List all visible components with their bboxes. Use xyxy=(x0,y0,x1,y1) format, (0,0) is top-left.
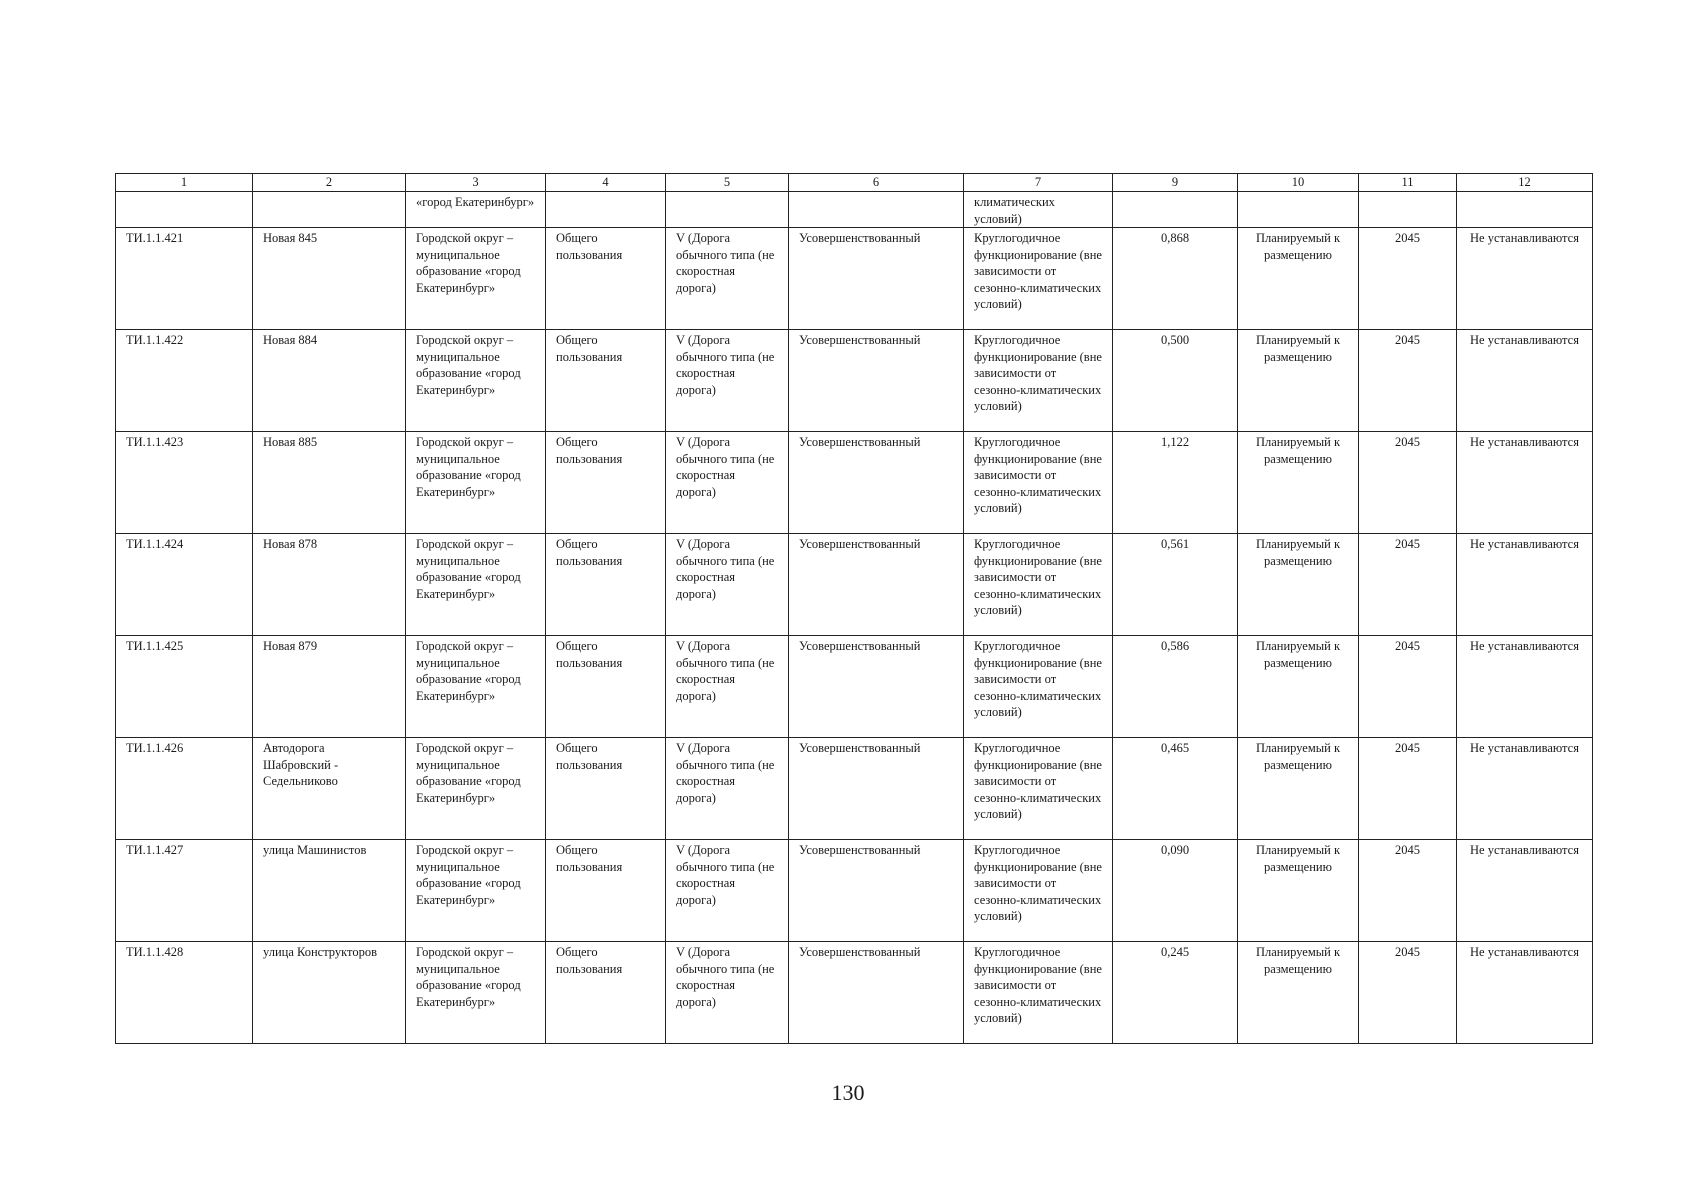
year-cell: 2045 xyxy=(1359,432,1457,534)
length-cell: 0,586 xyxy=(1113,636,1238,738)
object-id-cell: ТИ.1.1.428 xyxy=(116,942,253,1044)
object-name-cell: Новая 845 xyxy=(253,228,406,330)
length-cell: 0,500 xyxy=(1113,330,1238,432)
status-cell: Планируемый к размещению xyxy=(1238,228,1359,330)
year-cell: 2045 xyxy=(1359,330,1457,432)
length-cell: 0,868 xyxy=(1113,228,1238,330)
length-cell: 1,122 xyxy=(1113,432,1238,534)
operation-mode-cell: Круглогодичное функционирование (вне зависимости от сезонно-климатических условий) xyxy=(964,738,1113,840)
continuation-row xyxy=(116,192,1593,228)
object-name-cell: Новая 884 xyxy=(253,330,406,432)
municipality-cell: Городской округ – муниципальное образование «город Екатеринбург» xyxy=(406,330,546,432)
table-cell: «город Екатеринбург» xyxy=(406,192,546,228)
surface-type-cell: Усовершенствованный xyxy=(789,636,964,738)
surface-type-cell: Усовершенствованный xyxy=(789,942,964,1044)
length-cell: 0,561 xyxy=(1113,534,1238,636)
municipality-cell: Городской округ – муниципальное образование «город Екатеринбург» xyxy=(406,636,546,738)
status-cell: Планируемый к размещению xyxy=(1238,738,1359,840)
object-name-cell: улица Машинистов xyxy=(253,840,406,942)
purpose-cell: Общего пользования xyxy=(546,534,666,636)
purpose-cell: Общего пользования xyxy=(546,330,666,432)
object-name-cell: Новая 879 xyxy=(253,636,406,738)
municipality-cell: Городской округ – муниципальное образование «город Екатеринбург» xyxy=(406,942,546,1044)
table-row xyxy=(116,534,1593,636)
operation-mode-cell: Круглогодичное функционирование (вне зависимости от сезонно-климатических условий) xyxy=(964,228,1113,330)
status-cell: Планируемый к размещению xyxy=(1238,942,1359,1044)
column-number: 12 xyxy=(1457,174,1593,192)
year-cell: 2045 xyxy=(1359,636,1457,738)
table-row xyxy=(116,840,1593,942)
purpose-cell: Общего пользования xyxy=(546,228,666,330)
object-name-cell: Новая 878 xyxy=(253,534,406,636)
surface-type-cell: Усовершенствованный xyxy=(789,330,964,432)
surface-type-cell: Усовершенствованный xyxy=(789,840,964,942)
table-row xyxy=(116,942,1593,1044)
municipality-cell: Городской округ – муниципальное образование «город Екатеринбург» xyxy=(406,432,546,534)
page-number: 130 xyxy=(831,1080,865,1105)
object-name-cell: Автодорога Шабровский - Седельниково xyxy=(253,738,406,840)
municipality-cell: Городской округ – муниципальное образование «город Екатеринбург» xyxy=(406,228,546,330)
municipality-cell: Городской округ – муниципальное образование «город Екатеринбург» xyxy=(406,534,546,636)
surface-type-cell: Усовершенствованный xyxy=(789,228,964,330)
surface-type-cell: Усовершенствованный xyxy=(789,534,964,636)
operation-mode-cell: Круглогодичное функционирование (вне зависимости от сезонно-климатических условий) xyxy=(964,432,1113,534)
object-id-cell: ТИ.1.1.422 xyxy=(116,330,253,432)
table-cell xyxy=(253,192,406,228)
table-cell xyxy=(1113,192,1238,228)
operation-mode-cell: Круглогодичное функционирование (вне зависимости от сезонно-климатических условий) xyxy=(964,330,1113,432)
column-number: 4 xyxy=(546,174,666,192)
table-cell xyxy=(789,192,964,228)
road-class-cell: V (Дорога обычного типа (не скоростная дорога) xyxy=(666,534,789,636)
road-class-cell: V (Дорога обычного типа (не скоростная дорога) xyxy=(666,942,789,1044)
length-cell: 0,245 xyxy=(1113,942,1238,1044)
purpose-cell: Общего пользования xyxy=(546,942,666,1044)
road-class-cell: V (Дорога обычного типа (не скоростная дорога) xyxy=(666,432,789,534)
zone-cell: Не устанавливаются xyxy=(1457,840,1593,942)
road-class-cell: V (Дорога обычного типа (не скоростная дорога) xyxy=(666,738,789,840)
year-cell: 2045 xyxy=(1359,738,1457,840)
road-objects-table xyxy=(115,173,1593,1044)
operation-mode-cell: Круглогодичное функционирование (вне зависимости от сезонно-климатических условий) xyxy=(964,636,1113,738)
object-id-cell: ТИ.1.1.426 xyxy=(116,738,253,840)
table-cell xyxy=(1457,192,1593,228)
surface-type-cell: Усовершенствованный xyxy=(789,738,964,840)
road-class-cell: V (Дорога обычного типа (не скоростная дорога) xyxy=(666,228,789,330)
year-cell: 2045 xyxy=(1359,228,1457,330)
road-class-cell: V (Дорога обычного типа (не скоростная дорога) xyxy=(666,636,789,738)
road-class-cell: V (Дорога обычного типа (не скоростная дорога) xyxy=(666,330,789,432)
column-number: 11 xyxy=(1359,174,1457,192)
table-row xyxy=(116,330,1593,432)
table-cell: климатических условий) xyxy=(964,192,1113,228)
column-number: 5 xyxy=(666,174,789,192)
zone-cell: Не устанавливаются xyxy=(1457,432,1593,534)
status-cell: Планируемый к размещению xyxy=(1238,840,1359,942)
object-id-cell: ТИ.1.1.424 xyxy=(116,534,253,636)
zone-cell: Не устанавливаются xyxy=(1457,534,1593,636)
object-name-cell: улица Конструкторов xyxy=(253,942,406,1044)
column-number: 6 xyxy=(789,174,964,192)
table-cell xyxy=(546,192,666,228)
zone-cell: Не устанавливаются xyxy=(1457,636,1593,738)
surface-type-cell: Усовершенствованный xyxy=(789,432,964,534)
status-cell: Планируемый к размещению xyxy=(1238,534,1359,636)
column-number: 9 xyxy=(1113,174,1238,192)
zone-cell: Не устанавливаются xyxy=(1457,330,1593,432)
zone-cell: Не устанавливаются xyxy=(1457,942,1593,1044)
table-cell xyxy=(666,192,789,228)
object-id-cell: ТИ.1.1.427 xyxy=(116,840,253,942)
object-id-cell: ТИ.1.1.425 xyxy=(116,636,253,738)
purpose-cell: Общего пользования xyxy=(546,738,666,840)
length-cell: 0,465 xyxy=(1113,738,1238,840)
purpose-cell: Общего пользования xyxy=(546,432,666,534)
table-row xyxy=(116,636,1593,738)
object-id-cell: ТИ.1.1.423 xyxy=(116,432,253,534)
column-number: 7 xyxy=(964,174,1113,192)
column-number: 3 xyxy=(406,174,546,192)
column-number: 10 xyxy=(1238,174,1359,192)
year-cell: 2045 xyxy=(1359,942,1457,1044)
purpose-cell: Общего пользования xyxy=(546,840,666,942)
table-row xyxy=(116,228,1593,330)
table-row xyxy=(116,738,1593,840)
column-number: 2 xyxy=(253,174,406,192)
table-cell xyxy=(116,192,253,228)
table-row xyxy=(116,432,1593,534)
zone-cell: Не устанавливаются xyxy=(1457,738,1593,840)
object-name-cell: Новая 885 xyxy=(253,432,406,534)
status-cell: Планируемый к размещению xyxy=(1238,432,1359,534)
year-cell: 2045 xyxy=(1359,840,1457,942)
table-cell xyxy=(1359,192,1457,228)
municipality-cell: Городской округ – муниципальное образование «город Екатеринбург» xyxy=(406,738,546,840)
year-cell: 2045 xyxy=(1359,534,1457,636)
column-number: 1 xyxy=(116,174,253,192)
zone-cell: Не устанавливаются xyxy=(1457,228,1593,330)
length-cell: 0,090 xyxy=(1113,840,1238,942)
operation-mode-cell: Круглогодичное функционирование (вне зависимости от сезонно-климатических условий) xyxy=(964,840,1113,942)
operation-mode-cell: Круглогодичное функционирование (вне зависимости от сезонно-климатических условий) xyxy=(964,534,1113,636)
column-number-row xyxy=(116,174,1593,192)
status-cell: Планируемый к размещению xyxy=(1238,636,1359,738)
object-id-cell: ТИ.1.1.421 xyxy=(116,228,253,330)
road-class-cell: V (Дорога обычного типа (не скоростная дорога) xyxy=(666,840,789,942)
operation-mode-cell: Круглогодичное функционирование (вне зависимости от сезонно-климатических условий) xyxy=(964,942,1113,1044)
table-cell xyxy=(1238,192,1359,228)
purpose-cell: Общего пользования xyxy=(546,636,666,738)
municipality-cell: Городской округ – муниципальное образование «город Екатеринбург» xyxy=(406,840,546,942)
status-cell: Планируемый к размещению xyxy=(1238,330,1359,432)
